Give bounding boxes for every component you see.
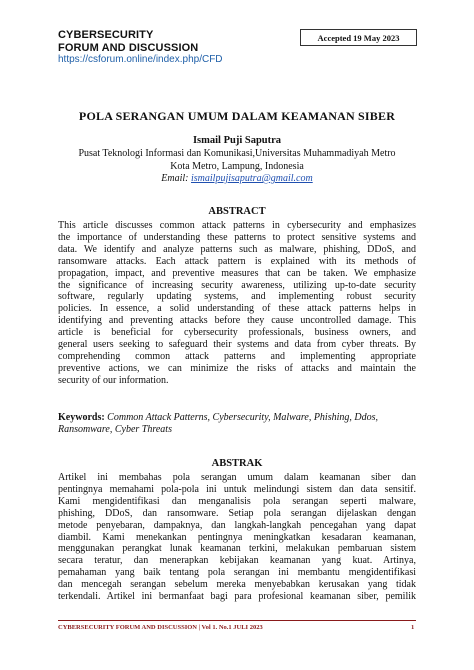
abstrak-line: Kami mengidentifikasi dan menganalisis pola serangan seperti malware, [58,495,416,507]
paper-title: POLA SERANGAN UMUM DALAM KEAMANAN SIBER [78,109,396,123]
abstract-line: propagation, impact, and preventive measures that can be taken. We emphasize [58,267,416,279]
accepted-date-box: Accepted 19 May 2023 [300,29,417,46]
footer-divider [58,620,416,621]
abstrak-line: diambil. Kami menekankan pentingnya meningkatkan kesadaran keamanan, [58,531,416,543]
abstract-line: preventive actions, we can minimize the risks of attacks and maintain the [58,362,416,374]
email-line [0,173,474,186]
abstrak-line: pentingnya memahami pola-pola ini untuk melindungi sistem dan data sensitif. [58,483,416,495]
footer-journal-info: CYBERSECURITY FORUM AND DISCUSSION | Vol 1. No.1 JULI 2023 [58,624,263,631]
journal-name-line1: CYBERSECURITY [58,29,154,41]
abstract-line: article is beneficial for cybersecurity professionals, business owners, and [58,327,416,339]
abstrak-heading: ABSTRAK [211,458,263,469]
abstract-line: comprehending common attack patterns and implementing appropriate [58,350,416,362]
journal-name-line2: FORUM AND DISCUSSION [58,41,199,54]
author-affiliation [0,148,474,186]
keywords-list: Common Attack Patterns, Cybersecurity, Malware, Phishing, Ddos, Ransomware, Cyber Threats [58,412,378,435]
abstract-body [58,220,416,387]
abstrak-line: Artikel ini membahas pola serangan umum dalam keamanan siber dan [58,472,416,483]
affiliation-line-2: Kota Metro, Lampung, Indonesia [170,160,304,172]
abstrak-line: terkendali. Artikel ini bermanfaat bagi para profesional keamanan siber, pemilik [58,591,416,603]
email-label: Email: [161,173,191,184]
abstract-line: This article discusses common attack patterns in cybersecurity and emphasizes [58,220,416,231]
abstract-line: general users seeking to safeguard their systems and data from cyber threats. By [58,339,416,351]
abstract-line: data. We identify and analyze patterns such as malware, phishing, DDoS, and [58,243,416,255]
abstrak-line: menggunakan perangkat lunak keamanan terkini, melakukan pembaruan sistem [58,543,416,555]
author-name: Ismail Puji Saputra [192,135,282,146]
journal-url-link[interactable]: https://csforum.online/index.php/CFD [58,54,223,65]
abstract-line: the importance of understanding these patterns to protect sensitive systems and [58,231,416,243]
abstrak-line: pemahaman yang baik tentang pola serangan ini membantu mengidentifikasi [58,567,416,579]
abstrak-line: phishing, DDoS, dan ransomware. Setiap pola serangan dijelaskan dengan [58,507,416,519]
keywords-label: Keywords: [58,412,108,423]
abstract-heading: ABSTRACT [208,206,266,217]
page-number: 1 [411,624,415,631]
abstract-line: identifying and preventing attacks before they cause uncontrolled damage. This [58,315,416,327]
email-link[interactable]: ismailpujisaputra@gmail.com [191,173,313,184]
abstract-line: ransomware attacks. Each attack pattern is explained with its methods of [58,255,416,267]
abstrak-line: metode penyebaran, dampaknya, dan langkah-langkah pencegahan yang dapat [58,519,416,531]
abstract-line: the significance of increasing security awareness, utilizing up-to-date security [58,279,416,291]
abstract-line: security of our information. [58,374,169,386]
abstract-line: software, regularly updating systems, and implementing robust security [58,291,416,303]
affiliation-line-1: Pusat Teknologi Informasi dan Komunikasi,Universitas Muhammadiyah Metro [78,148,396,159]
abstrak-line: secara teratur, dan menerapkan kebijakan keamanan yang kuat. Artinya, [58,555,416,567]
abstrak-line: dan mencegah serangan sebelum mereka menyebabkan kerusakan yang tidak [58,579,416,591]
journal-name [58,29,198,54]
abstrak-body [58,472,416,603]
keywords [58,412,416,436]
abstract-line: policies. In essence, a solid understanding of these attack patterns helps in [58,303,416,315]
